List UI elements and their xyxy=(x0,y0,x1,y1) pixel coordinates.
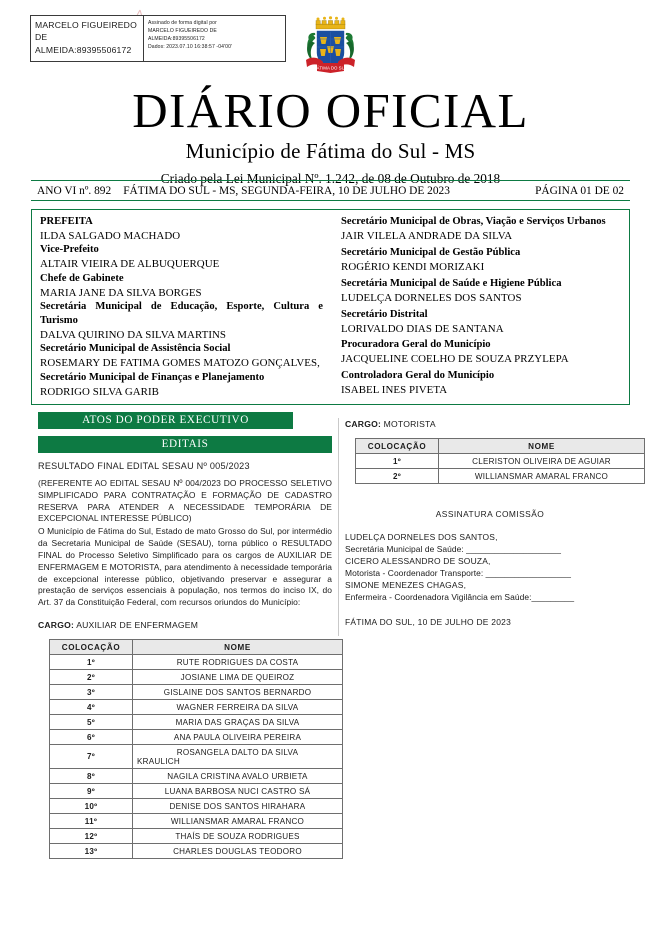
column-divider xyxy=(338,418,339,636)
signature-detail-line-3: ALMEIDA:89395506172 xyxy=(148,35,205,42)
cargo-value: AUXILIAR DE ENFERMAGEM xyxy=(76,620,199,631)
official-role: Secretário Municipal de Finanças e Planejamento xyxy=(40,371,265,383)
cell-colocacao: 1º xyxy=(50,655,133,670)
cell-colocacao: 8º xyxy=(50,769,133,784)
official-role: Secretário Municipal de Assistência Social xyxy=(40,343,231,355)
column-header-nome: NOME xyxy=(439,439,645,454)
cell-nome: DENISE DOS SANTOS HIRAHARA xyxy=(133,799,343,814)
cell-nome: WILLIANSMAR AMARAL FRANCO xyxy=(133,814,343,829)
table-row xyxy=(50,655,343,670)
cell-nome: WAGNER FERREIRA DA SILVA xyxy=(133,700,343,715)
edital-paragraph-reference: (REFERENTE AO EDITAL SESAU Nº 004/2023 DO PROCESSO SELETIVO SIMPLIFICADO PARA CONTRATAÇÃO E FORMAÇÃO DE CADASTRO RESERVA PARA ATENDER A NECESSIDADE TEMPORÁRIA DE EXCEPCIONAL INTERESSE PÚBLICO) xyxy=(38,478,332,524)
table-row xyxy=(50,769,343,784)
official-name: LORIVALDO DIAS DE SANTANA xyxy=(341,322,504,335)
cell-nome: NAGILA CRISTINA AVALO URBIETA xyxy=(133,769,343,784)
issue-year-number: ANO VI nº. 892 xyxy=(37,184,112,197)
official-name: ROSEMARY DE FATIMA GOMES MATOZO GONÇALVES, xyxy=(40,357,320,370)
official-name: RODRIGO SILVA GARIB xyxy=(40,385,159,398)
cell-nome: RUTE RODRIGUES DA COSTA xyxy=(133,655,343,670)
cell-colocacao: 1º xyxy=(356,454,439,469)
official-name: ROGÉRIO KENDI MORIZAKI xyxy=(341,260,485,273)
signature-details xyxy=(144,16,285,61)
table-auxiliar-enfermagem xyxy=(49,639,343,859)
table-row xyxy=(50,814,343,829)
official-name: ILDA SALGADO MACHADO xyxy=(40,229,181,242)
cell-nome-line1: ROSANGELA DALTO DA SILVA xyxy=(176,747,299,757)
official-name: JACQUELINE COELHO DE SOUZA PRZYLEPA xyxy=(341,353,569,366)
official-role: Controladora Geral do Município xyxy=(341,370,495,382)
cell-colocacao: 9º xyxy=(50,784,133,799)
commission-signature-title: ASSINATURA COMISSÃO xyxy=(435,509,545,519)
official-role: PREFEITA xyxy=(40,216,93,227)
edital-paragraph-body: O Município de Fátima do Sul, Estado de mato Grosso do Sul, por intermédio da Secretaria Municipal de Saúde (SESAU), torna público o RESULTADO FINAL do Processo Seletivo Simplificado para os cargos de AUXILIAR DE ENFERMAGEM E MOTORISTA, para atendimento à necessidade temporária de excepcional interesse público, objetivando preservar e assegurar a prestação de serviços essenciais à população, nos termos do inciso IX, do Art. 37 da Constituição Federal, com recursos oriundos do Município: xyxy=(38,526,332,608)
cell-colocacao: 4º xyxy=(50,700,133,715)
signature-detail-line-4: Dados: 2023.07.10 16:38:57 -04'00' xyxy=(148,43,233,50)
commission-member-role: Enfermeira - Coordenadora Vigilância em Saúde:_________ xyxy=(345,592,575,602)
cell-nome: THAÍS DE SOUZA RODRIGUES xyxy=(133,829,343,844)
official-name: DALVA QUIRINO DA SILVA MARTINS xyxy=(40,329,227,342)
cell-nome: ANA PAULA OLIVEIRA PEREIRA xyxy=(133,730,343,745)
cell-nome: JOSIANE LIMA DE QUEIROZ xyxy=(133,670,343,685)
official-name: JAIR VILELA ANDRADE DA SILVA xyxy=(341,229,513,242)
cargo-value: MOTORISTA xyxy=(383,419,436,429)
table-row xyxy=(50,685,343,700)
officials-column-left xyxy=(32,210,331,404)
issue-info-bar xyxy=(31,180,630,201)
cell-colocacao: 10º xyxy=(50,799,133,814)
content-column-left xyxy=(38,412,332,859)
cell-nome-line2: KRAULICH xyxy=(137,756,180,766)
official-role: Secretário Municipal de Gestão Pública xyxy=(341,246,521,258)
table-row xyxy=(356,454,645,469)
commission-member-role: Motorista - Coordenador Transporte: __________________ xyxy=(345,568,571,578)
cell-colocacao: 5º xyxy=(50,715,133,730)
official-role: Chefe de Gabinete xyxy=(40,272,124,284)
official-name: ISABEL INES PIVETA xyxy=(341,384,448,397)
cell-colocacao: 11º xyxy=(50,814,133,829)
official-role: Procuradora Geral do Município xyxy=(341,339,491,351)
official-role: Secretária Municipal de Educação, Esporte, Cultura e Turismo xyxy=(40,301,323,327)
cargo-enfermagem-line xyxy=(38,620,332,630)
table-row xyxy=(50,670,343,685)
banner-editais: EDITAIS xyxy=(38,436,332,453)
commission-members xyxy=(345,531,635,603)
official-role: Secretária Municipal de Saúde e Higiene Pública xyxy=(341,277,562,289)
coat-of-arms-icon xyxy=(303,15,358,81)
official-role: Vice-Prefeito xyxy=(40,244,99,256)
table-header-row xyxy=(50,640,343,655)
issue-place-date: FÁTIMA DO SUL - MS, SEGUNDA-FEIRA, 10 DE JULHO DE 2023 xyxy=(123,184,450,197)
signature-name: MARCELO FIGUEIREDO DE ALMEIDA:89395506172 xyxy=(35,20,137,55)
edital-result-title: RESULTADO FINAL EDITAL SESAU Nº 005/2023 xyxy=(38,461,250,471)
svg-text:FÁTIMA DO SUL: FÁTIMA DO SUL xyxy=(313,65,348,71)
table-row xyxy=(356,469,645,484)
signature-detail-line-2: MARCELO FIGUEIREDO DE xyxy=(148,27,217,34)
table-row xyxy=(50,799,343,814)
commission-member-name: SIMONE MENEZES CHAGAS, xyxy=(345,580,467,590)
masthead xyxy=(0,83,661,186)
cell-nome: LUANA BARBOSA NUCI CASTRO SÁ xyxy=(133,784,343,799)
cell-colocacao: 13º xyxy=(50,844,133,859)
cell-nome: WILLIANSMAR AMARAL FRANCO xyxy=(439,469,645,484)
cargo-label: CARGO: xyxy=(345,419,382,429)
official-name: LUDELÇA DORNELES DOS SANTOS xyxy=(341,291,522,304)
official-role: Secretário Municipal de Obras, Viação e Serviços Urbanos xyxy=(341,216,606,227)
table-row xyxy=(50,700,343,715)
cell-colocacao: 12º xyxy=(50,829,133,844)
commission-dateline: FÁTIMA DO SUL, 10 DE JULHO DE 2023 xyxy=(345,617,512,627)
column-header-nome: NOME xyxy=(133,640,343,655)
column-header-colocacao: COLOCAÇÃO xyxy=(50,640,133,655)
cell-nome: GISLAINE DOS SANTOS BERNARDO xyxy=(133,685,343,700)
digital-signature-stamp xyxy=(30,15,286,62)
commission-member-role: Secretária Municipal de Saúde: ____________________ xyxy=(345,544,561,554)
cargo-label: CARGO: xyxy=(38,620,75,631)
column-header-colocacao: COLOCAÇÃO xyxy=(356,439,439,454)
table-row xyxy=(50,715,343,730)
cell-colocacao: 6º xyxy=(50,730,133,745)
masthead-subtitle: Município de Fátima do Sul - MS xyxy=(185,139,476,163)
officials-box xyxy=(31,209,630,405)
cell-colocacao: 7º xyxy=(50,745,133,769)
table-row xyxy=(50,829,343,844)
signature-detail-line-1: Assinado de forma digital por xyxy=(148,20,217,26)
page-title: DIÁRIO OFICIAL xyxy=(132,83,529,138)
cell-colocacao: 3º xyxy=(50,685,133,700)
cell-colocacao: 2º xyxy=(50,670,133,685)
cell-colocacao: 2º xyxy=(356,469,439,484)
cargo-motorista-line xyxy=(345,419,635,429)
cell-nome: MARIA DAS GRAÇAS DA SILVA xyxy=(133,715,343,730)
cell-nome: CHARLES DOUGLAS TEODORO xyxy=(133,844,343,859)
issue-page-number: PÁGINA 01 DE 02 xyxy=(535,184,624,197)
banner-atos-poder-executivo: ATOS DO PODER EXECUTIVO xyxy=(38,412,293,429)
table-header-row xyxy=(356,439,645,454)
official-role: Secretário Distrital xyxy=(341,308,428,320)
content-column-right xyxy=(345,412,635,627)
official-name: MARIA JANE DA SILVA BORGES xyxy=(40,286,202,299)
table-row xyxy=(50,784,343,799)
commission-member-name: CICERO ALESSANDRO DE SOUZA, xyxy=(345,556,491,566)
officials-column-right xyxy=(331,210,629,404)
official-name: ALTAIR VIEIRA DE ALBUQUERQUE xyxy=(40,258,220,271)
masthead-law: Criado pela Lei Municipal Nº. 1.242, de 08 de Outubro de 2018 xyxy=(160,171,501,186)
cell-nome xyxy=(133,745,343,769)
table-row xyxy=(50,730,343,745)
table-row xyxy=(50,844,343,859)
commission-member-name: LUDELÇA DORNELES DOS SANTOS, xyxy=(345,532,498,542)
table-motorista xyxy=(355,438,645,484)
table-row xyxy=(50,745,343,769)
cell-nome: CLERISTON OLIVEIRA DE AGUIAR xyxy=(439,454,645,469)
